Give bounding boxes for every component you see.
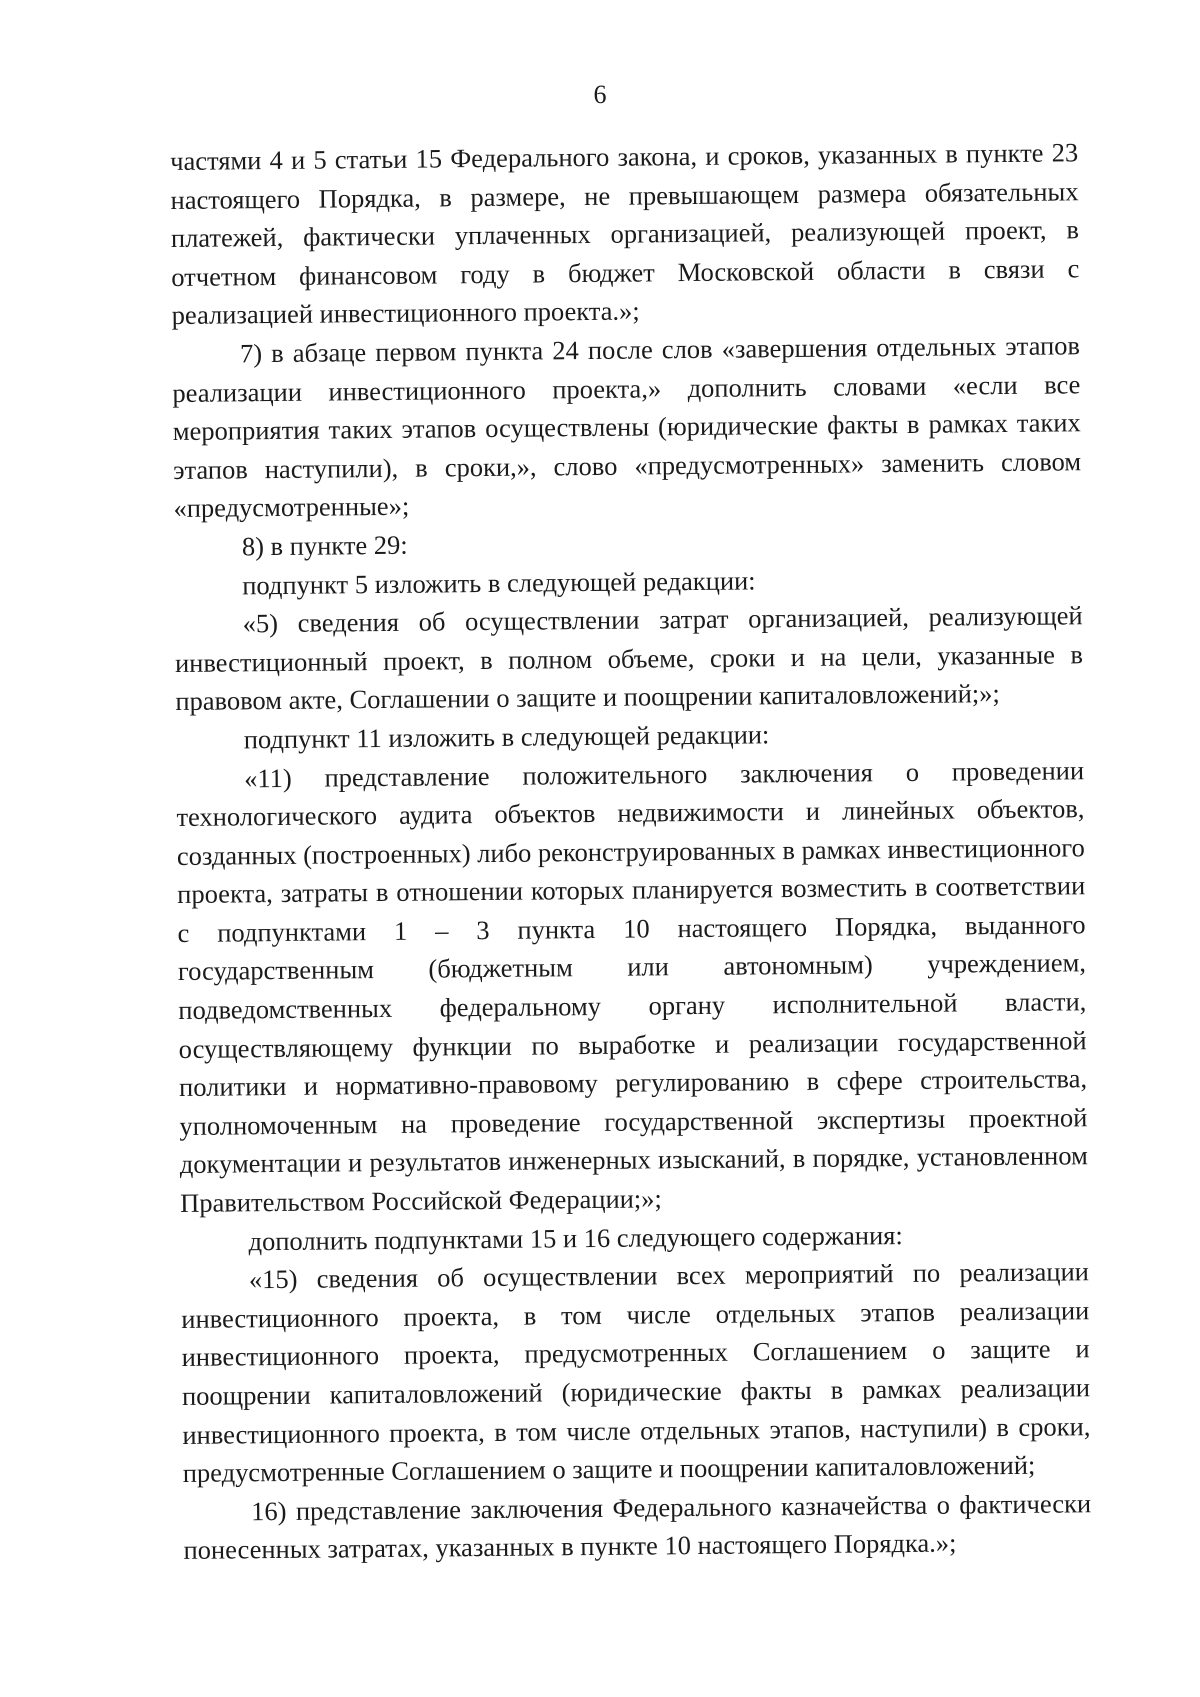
paragraph-subpoint-15-text: «15) сведения об осуществлении всех мероприятий по реализации инвестиционного проекта, в том числе отдельных этапов реализации инвестиционного проекта, предусмотренных Соглашением о защите и поощрении капиталовложений (юридические факты в рамках реализации инвестиционного проекта, в том числе отдельных этапов, наступили) в сроки, предусмотренные Соглашением о защите и поощрении капиталовложений; [181, 1256, 1091, 1489]
paragraph-subpoint-5-text: «5) сведения об осуществлении затрат организацией, реализующей инвестиционный проект, в полном объеме, сроки и на цели, указанные в правовом акте, Соглашении о защите и поощрении капиталовложений;»; [174, 600, 1084, 717]
paragraph-subpoint-11-intro: подпункт 11 изложить в следующей редакции: [243, 719, 770, 755]
paragraph-subpoint-16-text: 16) представление заключения Федерального казначейства о фактически понесенных затратах, указанных в пункте 10 настоящего Порядка.»; [183, 1488, 1092, 1566]
paragraph-subpoint-11-text: «11) представление положительного заключения о проведении технологического аудита объектов недвижимости и линейных объектов, созданных (построенных) либо реконструированных в рамках инвестиционного проекта, затраты в отношении которых планируется возместить в соответствии с подпунктами 1 – 3 пункта 10 настоящего Порядка, выданного государственным (бюджетным или автономным) учреждением, подведомственных федеральному органу исполнительной власти, осуществляющему функции по выработке и реализации государственной политики и нормативно-правовому регулированию в сфере строительства, уполномоченным на проведение государственной экспертизы проектной документации и результатов инженерных изысканий, в порядке, установленном Правительством Российской Федерации;»; [176, 754, 1088, 1218]
paragraph-subpoints-15-16-intro: дополнить подпунктами 15 и 16 следующего содержания: [248, 1219, 903, 1256]
paragraph-continuation: частями 4 и 5 статьи 15 Федерального закона, и сроков, указанных в пункте 23 настоящего Порядка, в размере, не превышающем размера обязательных платежей, фактически уплаченных организацией, реализующей проект, в отчетном финансовом году в бюджет Московской области в связи с реализацией инвестиционного проекта.»; [170, 137, 1080, 331]
paragraph-item-8: 8) в пункте 29: [241, 529, 408, 562]
paragraph-item-7: 7) в абзаце первом пункта 24 после слов «завершения отдельных этапов реализации инвестиционного проекта,» дополнить словами «если все мероприятия таких этапов осуществлены (юридические факты в рамках таких этапов наступили), в сроки,», слово «предусмотренных» заменить словом «предусмотренные»; [172, 330, 1082, 524]
paragraph-subpoint-5-intro: подпункт 5 изложить в следующей редакции: [242, 564, 756, 600]
page-number: 6 [593, 80, 607, 109]
document-body [170, 133, 1092, 1570]
